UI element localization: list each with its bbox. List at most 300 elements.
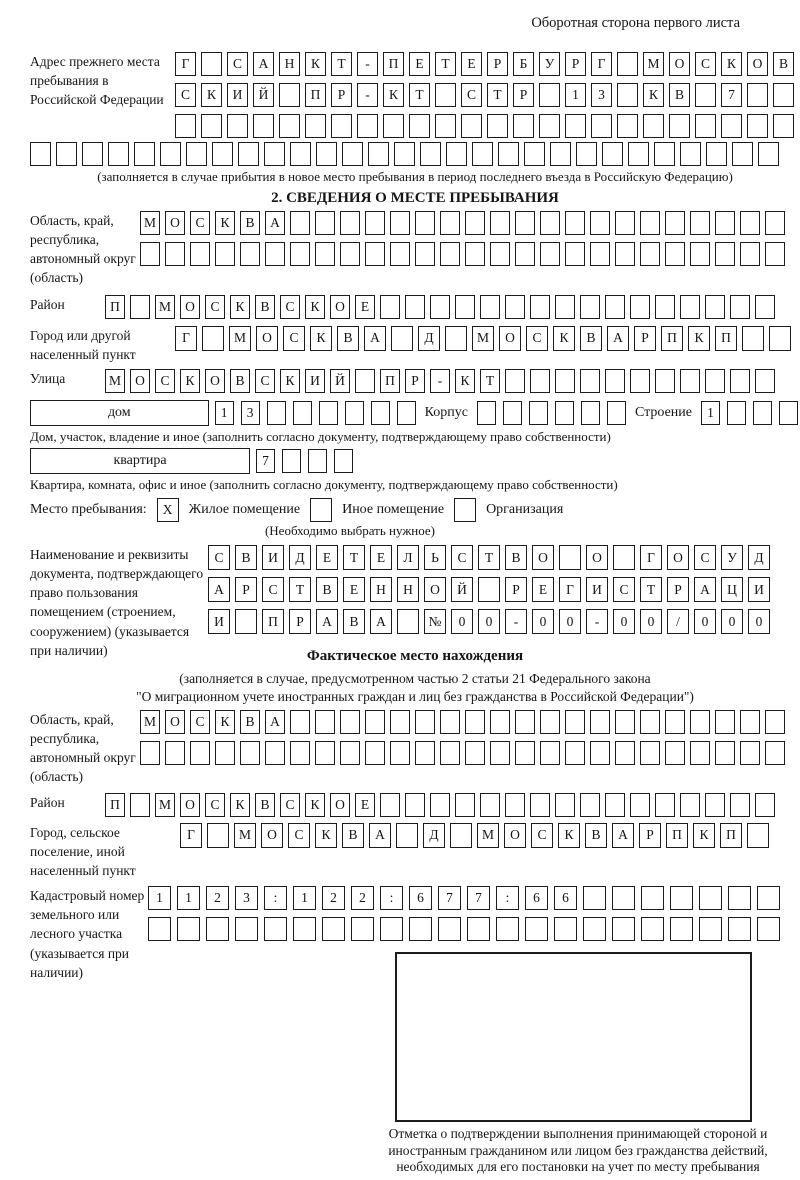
char-box — [655, 295, 675, 319]
field-prev-address — [30, 52, 800, 138]
char-box: 0 — [478, 609, 500, 634]
char-box — [227, 114, 248, 138]
char-box: О — [165, 211, 185, 235]
char-box — [478, 577, 500, 602]
prev-address-overflow-row — [30, 142, 800, 166]
char-box: В — [342, 823, 364, 848]
char-box — [758, 142, 779, 166]
char-row — [175, 114, 794, 138]
char-box: В — [255, 793, 275, 817]
char-box: Й — [253, 83, 274, 107]
char-box: Р — [513, 83, 534, 107]
char-box: 1 — [701, 401, 720, 425]
char-box — [396, 823, 418, 848]
char-box: А — [265, 211, 285, 235]
char-box — [368, 142, 389, 166]
char-box — [455, 793, 475, 817]
char-box: П — [720, 823, 742, 848]
char-row — [140, 211, 785, 235]
char-box: 7 — [256, 449, 275, 473]
char-box: С — [283, 326, 305, 351]
char-box — [742, 326, 764, 351]
char-box — [715, 242, 735, 266]
char-box: К — [383, 83, 404, 107]
char-box: О — [180, 295, 200, 319]
char-box — [290, 242, 310, 266]
char-box — [235, 917, 258, 941]
char-box: О — [330, 295, 350, 319]
char-box — [628, 142, 649, 166]
char-box: У — [721, 545, 743, 570]
char-box — [581, 401, 600, 425]
char-box: Р — [289, 609, 311, 634]
char-box: К — [215, 710, 235, 734]
char-box — [290, 710, 310, 734]
char-box: Н — [397, 577, 419, 602]
char-box: М — [472, 326, 494, 351]
char-row — [140, 242, 785, 266]
char-box — [591, 114, 612, 138]
char-box — [265, 741, 285, 765]
char-box — [680, 369, 700, 393]
char-box: П — [715, 326, 737, 351]
char-box: К — [230, 295, 250, 319]
char-box: К — [215, 211, 235, 235]
field-house — [30, 400, 798, 426]
char-box — [503, 401, 522, 425]
char-box: Г — [640, 545, 662, 570]
char-box: И — [227, 83, 248, 107]
char-box — [555, 295, 575, 319]
char-box — [340, 741, 360, 765]
checkbox-other-premises[interactable] — [310, 498, 332, 522]
char-box: Р — [235, 577, 257, 602]
field-actual-region — [30, 710, 800, 787]
char-box: О — [669, 52, 690, 76]
char-box — [755, 295, 775, 319]
char-row — [140, 710, 785, 734]
char-box — [641, 886, 664, 910]
char-box — [365, 741, 385, 765]
char-box — [345, 401, 364, 425]
char-box: 1 — [215, 401, 234, 425]
char-box: В — [505, 545, 527, 570]
char-box: О — [667, 545, 689, 570]
char-box: С — [451, 545, 473, 570]
char-box — [340, 211, 360, 235]
char-box — [420, 142, 441, 166]
char-box — [409, 917, 432, 941]
char-box — [680, 295, 700, 319]
char-box — [590, 710, 610, 734]
char-box — [465, 242, 485, 266]
document-label: Наименование и реквизиты документа, подтверждающего право пользования помещением (строением, сооружением) (указывается при наличии) — [30, 546, 204, 658]
char-box — [530, 793, 550, 817]
char-box: Р — [487, 52, 508, 76]
actual-location-title: Фактическое место нахождения — [306, 647, 524, 664]
char-box: С — [613, 577, 635, 602]
char-box: О — [256, 326, 278, 351]
char-box — [757, 886, 780, 910]
char-box — [467, 917, 490, 941]
char-box — [446, 142, 467, 166]
char-box — [165, 741, 185, 765]
char-box — [322, 917, 345, 941]
char-box — [605, 369, 625, 393]
char-box: : — [496, 886, 519, 910]
char-box: Ц — [721, 577, 743, 602]
char-box — [430, 295, 450, 319]
char-box — [391, 326, 413, 351]
char-box — [342, 142, 363, 166]
char-box — [617, 52, 638, 76]
char-box — [740, 242, 760, 266]
char-box — [316, 142, 337, 166]
char-box — [177, 917, 200, 941]
char-box — [615, 211, 635, 235]
char-box: М — [477, 823, 499, 848]
char-box — [415, 741, 435, 765]
char-box: К — [315, 823, 337, 848]
char-box — [415, 211, 435, 235]
char-box — [580, 369, 600, 393]
char-box: Е — [532, 577, 554, 602]
char-box: В — [240, 710, 260, 734]
char-box — [334, 449, 353, 473]
char-box: Н — [370, 577, 392, 602]
char-box: Е — [316, 545, 338, 570]
char-box: 0 — [451, 609, 473, 634]
char-box — [641, 917, 664, 941]
char-box — [461, 114, 482, 138]
region-label: Область, край, республика, автономный округ (область) — [30, 213, 136, 286]
char-box: 1 — [565, 83, 586, 107]
char-box — [440, 741, 460, 765]
char-box — [315, 211, 335, 235]
char-box: О — [586, 545, 608, 570]
prev-address-note: (заполняется в случае прибытия в новое место пребывания в период последнего въезда в Российскую Федерацию) — [97, 169, 733, 184]
char-box — [773, 114, 794, 138]
char-box: 7 — [438, 886, 461, 910]
char-box — [706, 142, 727, 166]
char-box — [290, 211, 310, 235]
char-box — [435, 83, 456, 107]
char-box — [477, 401, 496, 425]
char-row — [701, 401, 798, 425]
char-box — [465, 741, 485, 765]
char-box — [753, 401, 772, 425]
char-box — [654, 142, 675, 166]
char-box — [355, 369, 375, 393]
char-box: А — [607, 326, 629, 351]
char-box — [690, 211, 710, 235]
char-box: А — [370, 609, 392, 634]
char-box: К — [305, 793, 325, 817]
char-box: Г — [180, 823, 202, 848]
char-box: - — [430, 369, 450, 393]
char-box — [215, 242, 235, 266]
char-box — [617, 114, 638, 138]
char-box — [380, 917, 403, 941]
char-box: - — [586, 609, 608, 634]
char-box: С — [695, 52, 716, 76]
char-row — [208, 577, 770, 602]
char-box — [565, 211, 585, 235]
actual-location-note-1: (заполняется в случае, предусмотренном частью 2 статьи 21 Федерального закона — [179, 670, 651, 686]
char-row — [180, 823, 769, 848]
cadastral-label: Кадастровый номер земельного или лесного участка (указывается при наличии) — [30, 888, 145, 980]
char-box — [390, 741, 410, 765]
char-box — [705, 793, 725, 817]
char-box — [765, 242, 785, 266]
char-box — [490, 710, 510, 734]
char-box: Д — [423, 823, 445, 848]
char-box — [576, 142, 597, 166]
char-box — [730, 793, 750, 817]
char-row — [140, 741, 785, 765]
char-box — [540, 710, 560, 734]
char-box: М — [140, 211, 160, 235]
char-box: О — [261, 823, 283, 848]
char-box — [253, 114, 274, 138]
char-box: О — [205, 369, 225, 393]
char-box: В — [240, 211, 260, 235]
char-box — [728, 917, 751, 941]
char-box — [612, 917, 635, 941]
field-region — [30, 211, 800, 288]
char-box — [165, 242, 185, 266]
char-box: А — [369, 823, 391, 848]
char-box: Т — [480, 369, 500, 393]
char-box: А — [265, 710, 285, 734]
actual-city-label: Город, сельское поселение, иной населенный пункт — [30, 824, 136, 878]
char-box — [505, 793, 525, 817]
char-box — [695, 114, 716, 138]
char-box: С — [175, 83, 196, 107]
char-box — [765, 710, 785, 734]
char-box — [617, 83, 638, 107]
char-box: С — [694, 545, 716, 570]
char-box: И — [208, 609, 230, 634]
char-row — [215, 401, 416, 425]
house-note: Дом, участок, владение и иное (заполнить согласно документу, подтверждающему право собственности) — [30, 428, 611, 444]
apartment-note: Квартира, комната, офис и иное (заполнить согласно документу, подтверждающему право собственности) — [30, 476, 618, 492]
char-box — [613, 545, 635, 570]
char-box — [240, 242, 260, 266]
actual-location-note-2: "О миграционном учете иностранных граждан и лиц без гражданства в Российской Федерации") — [136, 688, 694, 704]
char-box — [530, 369, 550, 393]
char-box — [201, 114, 222, 138]
char-box — [670, 886, 693, 910]
char-row — [208, 609, 770, 634]
char-box — [238, 142, 259, 166]
char-row — [175, 83, 794, 107]
prev-address-rows — [175, 52, 794, 138]
char-box: В — [343, 609, 365, 634]
actual-region-rows — [140, 710, 785, 765]
char-box: С — [461, 83, 482, 107]
char-box — [559, 545, 581, 570]
char-box — [505, 295, 525, 319]
char-box: - — [357, 52, 378, 76]
char-box: Р — [505, 577, 527, 602]
char-row — [105, 295, 775, 319]
char-box: Д — [418, 326, 440, 351]
char-box: В — [316, 577, 338, 602]
char-box — [108, 142, 129, 166]
char-box — [590, 211, 610, 235]
region-rows — [140, 211, 785, 266]
char-box: О — [747, 52, 768, 76]
char-box — [715, 741, 735, 765]
char-box — [490, 741, 510, 765]
char-box — [130, 295, 150, 319]
stay-type-note: (Необходимо выбрать нужное) — [264, 522, 436, 538]
char-box — [755, 369, 775, 393]
char-box — [480, 793, 500, 817]
char-box — [640, 741, 660, 765]
char-box: С — [190, 211, 210, 235]
char-box — [440, 211, 460, 235]
char-box — [590, 242, 610, 266]
char-box: 6 — [525, 886, 548, 910]
char-box: Р — [634, 326, 656, 351]
char-box: М — [155, 295, 175, 319]
char-box — [264, 917, 287, 941]
char-box — [365, 242, 385, 266]
char-box — [699, 886, 722, 910]
char-box — [740, 211, 760, 235]
char-box — [612, 886, 635, 910]
char-box: Е — [355, 295, 375, 319]
char-box: : — [264, 886, 287, 910]
char-box: П — [305, 83, 326, 107]
char-box — [440, 242, 460, 266]
char-box: Г — [591, 52, 612, 76]
char-box — [465, 710, 485, 734]
char-box — [643, 114, 664, 138]
char-box: Р — [331, 83, 352, 107]
char-box: В — [669, 83, 690, 107]
char-box — [186, 142, 207, 166]
char-box — [730, 295, 750, 319]
section2-title: 2. СВЕДЕНИЯ О МЕСТЕ ПРЕБЫВАНИЯ — [271, 190, 559, 206]
char-box — [699, 917, 722, 941]
checkbox-organization[interactable] — [454, 498, 476, 522]
char-box — [340, 242, 360, 266]
char-box — [397, 401, 416, 425]
char-box: В — [235, 545, 257, 570]
char-box: К — [310, 326, 332, 351]
checkbox-residential-premises[interactable]: X — [157, 498, 179, 522]
char-box — [555, 401, 574, 425]
char-box: : — [380, 886, 403, 910]
char-box: И — [586, 577, 608, 602]
street-label: Улица — [30, 370, 66, 386]
char-box — [265, 242, 285, 266]
char-box — [524, 142, 545, 166]
char-box: Е — [343, 577, 365, 602]
char-box — [515, 211, 535, 235]
char-box — [319, 401, 338, 425]
char-row — [175, 326, 791, 351]
char-box — [721, 114, 742, 138]
char-box — [498, 142, 519, 166]
char-box — [394, 142, 415, 166]
char-box: П — [380, 369, 400, 393]
cadastral-rows — [148, 886, 780, 941]
char-box — [640, 710, 660, 734]
char-box: О — [532, 545, 554, 570]
char-box: Р — [667, 577, 689, 602]
char-row — [477, 401, 626, 425]
char-box — [615, 710, 635, 734]
district-label: Район — [30, 296, 65, 312]
char-box — [605, 295, 625, 319]
char-box: Т — [409, 83, 430, 107]
char-box: О — [499, 326, 521, 351]
char-box — [290, 741, 310, 765]
char-box: К — [721, 52, 742, 76]
char-box — [705, 295, 725, 319]
char-box — [190, 242, 210, 266]
char-box — [130, 793, 150, 817]
char-box — [740, 710, 760, 734]
char-box — [765, 211, 785, 235]
char-box — [293, 401, 312, 425]
char-box: - — [357, 83, 378, 107]
char-box — [583, 886, 606, 910]
char-box — [732, 142, 753, 166]
char-box — [747, 114, 768, 138]
char-box: Т — [435, 52, 456, 76]
char-box — [380, 295, 400, 319]
char-box — [529, 401, 548, 425]
char-box: М — [140, 710, 160, 734]
char-box — [525, 917, 548, 941]
char-box: Т — [640, 577, 662, 602]
char-box: В — [773, 52, 794, 76]
char-box: Т — [478, 545, 500, 570]
char-row — [105, 369, 775, 393]
char-box — [773, 83, 794, 107]
char-box: С — [208, 545, 230, 570]
char-box: О — [424, 577, 446, 602]
house-type-label: дом — [107, 404, 131, 420]
char-box — [435, 114, 456, 138]
char-box — [690, 741, 710, 765]
char-box — [690, 242, 710, 266]
char-box — [490, 242, 510, 266]
char-box — [438, 917, 461, 941]
char-box: Г — [175, 52, 196, 76]
char-box: А — [612, 823, 634, 848]
char-box: А — [316, 609, 338, 634]
char-box — [515, 741, 535, 765]
char-row — [175, 52, 794, 76]
char-box: Е — [370, 545, 392, 570]
char-box: Р — [405, 369, 425, 393]
korpus-label: Корпус — [424, 404, 468, 420]
char-box — [640, 211, 660, 235]
char-box: № — [424, 609, 446, 634]
char-box — [513, 114, 534, 138]
char-box — [539, 83, 560, 107]
char-row — [208, 545, 770, 570]
char-box: - — [505, 609, 527, 634]
char-box: О — [180, 793, 200, 817]
actual-district-label: Район — [30, 794, 65, 810]
